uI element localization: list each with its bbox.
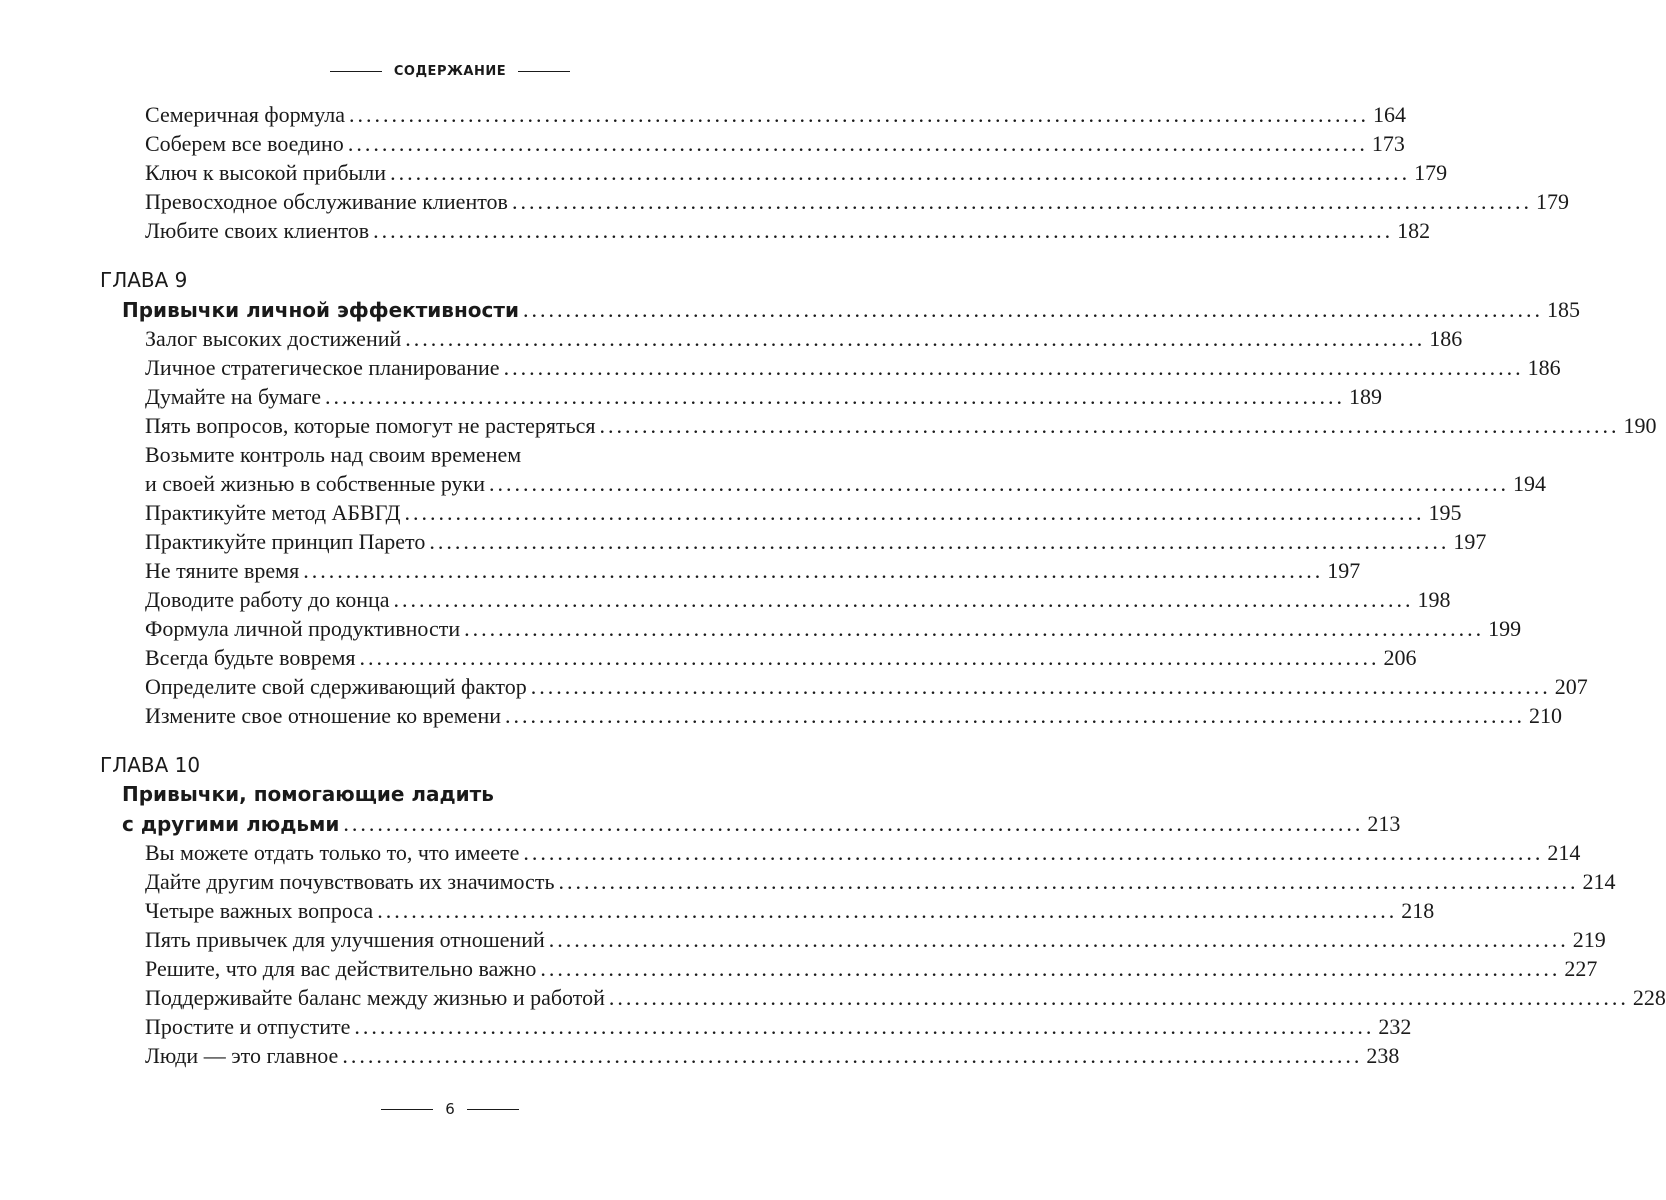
toc-entry[interactable] [145, 353, 1561, 382]
leader-dots: ........................................................................................................................ [377, 898, 1398, 923]
toc-entry-title: Практикуйте принцип Парето [145, 529, 426, 554]
toc-entry-title: Определите свой сдерживающий фактор [145, 674, 527, 699]
toc-entry-title: Простите и отпустите [145, 1014, 351, 1039]
toc-entry-page: 214 [1547, 840, 1581, 865]
toc-entry[interactable] [145, 838, 1581, 867]
page-footer [0, 1100, 900, 1118]
leader-dots: ........................................................................................................................ [343, 811, 1364, 836]
toc-entry-page: 210 [1529, 703, 1562, 728]
page-number: 6 [445, 1100, 455, 1118]
toc-entry-page: 197 [1453, 529, 1487, 554]
toc-entry-page: 228 [1632, 985, 1666, 1010]
toc-entry[interactable] [145, 672, 1588, 701]
toc-entry-title: Доводите работу до конца [145, 587, 390, 612]
toc-entry[interactable] [145, 1012, 1412, 1041]
toc-entry[interactable] [145, 382, 1383, 411]
running-header [0, 64, 900, 79]
leader-dots: ........................................................................................................................ [608, 985, 1629, 1010]
leader-dots: ........................................................................................................................ [390, 160, 1411, 185]
toc-entry-title: Пять привычек для улучшения отношений [145, 927, 545, 952]
toc-entry-title: Ключ к высокой прибыли [145, 160, 387, 185]
leader-dots: ........................................................................................................................ [530, 674, 1551, 699]
toc-entry[interactable] [145, 867, 1616, 896]
toc-entry-page: 182 [1397, 218, 1431, 243]
header-title: СОДЕРЖАНИЕ [393, 64, 507, 79]
leader-dots: ........................................................................................................................ [347, 131, 1368, 156]
toc-entry[interactable] [145, 925, 1606, 954]
toc-entry-title: Четыре важных вопроса [145, 898, 374, 923]
toc-entry-page: 214 [1582, 869, 1616, 894]
toc-entry-title: Измените свое отношение ко времени [145, 703, 501, 728]
toc-entry-page: 232 [1378, 1014, 1412, 1039]
leader-dots: ........................................................................................................................ [540, 956, 1561, 981]
leader-dots: ........................................................................................................................ [523, 840, 1544, 865]
toc-entry[interactable] [145, 585, 1451, 614]
toc-entry[interactable] [145, 440, 1547, 498]
table-of-contents [0, 100, 1666, 1070]
chapter-9-label: ГЛАВА 9 [100, 268, 188, 292]
toc-entry[interactable] [145, 701, 1562, 730]
toc-entry-title: Поддерживайте баланс между жизнью и работой [145, 985, 605, 1010]
toc-entry-page: 227 [1564, 956, 1598, 981]
toc-entry-page: 207 [1554, 674, 1588, 699]
leader-dots: ........................................................................................................................ [599, 413, 1620, 438]
toc-entry-page: 199 [1488, 616, 1522, 641]
toc-entry-title: Всегда будьте вовремя [145, 645, 356, 670]
leader-dots: ........................................................................................................................ [489, 471, 1510, 496]
leader-dots: ........................................................................................................................ [511, 189, 1532, 214]
leader-dots: ........................................................................................................................ [505, 703, 1525, 728]
toc-entry[interactable] [145, 216, 1431, 245]
toc-entry-page: 164 [1373, 102, 1407, 127]
toc-entry[interactable] [145, 1041, 1400, 1070]
leader-dots: ........................................................................................................................ [373, 218, 1394, 243]
toc-entry[interactable] [145, 527, 1487, 556]
toc-entry[interactable] [145, 556, 1361, 585]
toc-entry-title: Вы можете отдать только то, что имеете [145, 840, 520, 865]
header-rule-left [330, 71, 382, 72]
chapter-10-title-line2: с другими людьми [122, 812, 340, 836]
toc-entry[interactable] [145, 643, 1417, 672]
leader-dots: ........................................................................................................................ [342, 1043, 1363, 1068]
toc-entry-title: Практикуйте метод АБВГД [145, 500, 401, 525]
toc-entry-page: 206 [1383, 645, 1417, 670]
leader-dots: ........................................................................................................................ [548, 927, 1569, 952]
toc-entry-title: Формула личной продуктивности [145, 616, 461, 641]
chapter-10-title-line1: Привычки, помогающие ладить [122, 782, 494, 806]
toc-entry-title: Семеричная формула [145, 102, 346, 127]
toc-entry[interactable] [145, 187, 1569, 216]
leader-dots: ........................................................................................................................ [558, 869, 1579, 894]
toc-entry-title: Превосходное обслуживание клиентов [145, 189, 508, 214]
toc-entry[interactable] [145, 614, 1522, 643]
leader-dots: ........................................................................................................................ [464, 616, 1485, 641]
toc-entry-page: 173 [1371, 131, 1405, 156]
toc-entry[interactable] [145, 158, 1448, 187]
toc-entry[interactable] [145, 983, 1666, 1012]
toc-entry[interactable] [145, 324, 1463, 353]
footer-rule-left [381, 1109, 433, 1110]
toc-entry-title: Личное стратегическое планирование [145, 355, 500, 380]
leader-dots: ........................................................................................................................ [354, 1014, 1375, 1039]
toc-entry[interactable] [145, 411, 1657, 440]
toc-entry[interactable] [145, 954, 1598, 983]
leader-dots: ........................................................................................................................ [325, 384, 1346, 409]
toc-entry-page: 179 [1414, 160, 1448, 185]
toc-entry[interactable] [145, 896, 1435, 925]
toc-entry-page: 179 [1535, 189, 1569, 214]
chapter-9-title-entry[interactable] [122, 295, 1580, 324]
chapter-10-page: 213 [1367, 811, 1401, 836]
toc-entry-title: Дайте другим почувствовать их значимость [145, 869, 555, 894]
toc-entry[interactable] [145, 498, 1462, 527]
toc-entry[interactable] [145, 129, 1405, 158]
leader-dots: ........................................................................................................................ [405, 326, 1426, 351]
toc-entry-page: 198 [1417, 587, 1451, 612]
chapter-10-label: ГЛАВА 10 [100, 753, 201, 777]
toc-entry-title: Любите своих клиентов [145, 218, 370, 243]
toc-entry-title: Залог высоких достижений [145, 326, 402, 351]
toc-entry[interactable] [145, 100, 1407, 129]
toc-entry-page: 186 [1527, 355, 1561, 380]
leader-dots: ........................................................................................................................ [404, 500, 1425, 525]
toc-entry-page: 195 [1428, 500, 1462, 525]
toc-entry-title-line1: Возьмите контроль над своим временем [145, 442, 522, 467]
footer-rule-right [467, 1109, 519, 1110]
toc-entry-title: Не тяните время [145, 558, 300, 583]
toc-entry-title: Думайте на бумаге [145, 384, 322, 409]
toc-entry-title: Решите, что для вас действительно важно [145, 956, 537, 981]
toc-entry-page: 219 [1572, 927, 1606, 952]
chapter-9-page: 185 [1546, 297, 1580, 322]
toc-entry-title: Пять вопросов, которые помогут не растеряться [145, 413, 596, 438]
leader-dots: ........................................................................................................................ [522, 297, 1543, 322]
toc-entry-page: 218 [1401, 898, 1435, 923]
toc-entry-page: 189 [1349, 384, 1383, 409]
chapter-9-title: Привычки личной эффективности [122, 298, 519, 322]
toc-entry-title: Соберем все воедино [145, 131, 344, 156]
leader-dots: ........................................................................................................................ [349, 102, 1370, 127]
toc-entry-title-line2: и своей жизнью в собственные руки [145, 471, 486, 496]
toc-entry-page: 238 [1366, 1043, 1400, 1068]
toc-entry-page: 197 [1327, 558, 1361, 583]
leader-dots: ........................................................................................................................ [393, 587, 1414, 612]
toc-entry-page: 190 [1623, 413, 1657, 438]
leader-dots: ........................................................................................................................ [359, 645, 1380, 670]
header-rule-right [518, 71, 570, 72]
toc-entry-page: 194 [1513, 471, 1547, 496]
chapter-10-title-entry[interactable] [122, 780, 1401, 838]
toc-entry-page: 186 [1429, 326, 1463, 351]
toc-entry-title: Люди — это главное [145, 1043, 339, 1068]
leader-dots: ........................................................................................................................ [503, 355, 1524, 380]
leader-dots: ........................................................................................................................ [429, 529, 1450, 554]
leader-dots: ........................................................................................................................ [303, 558, 1324, 583]
